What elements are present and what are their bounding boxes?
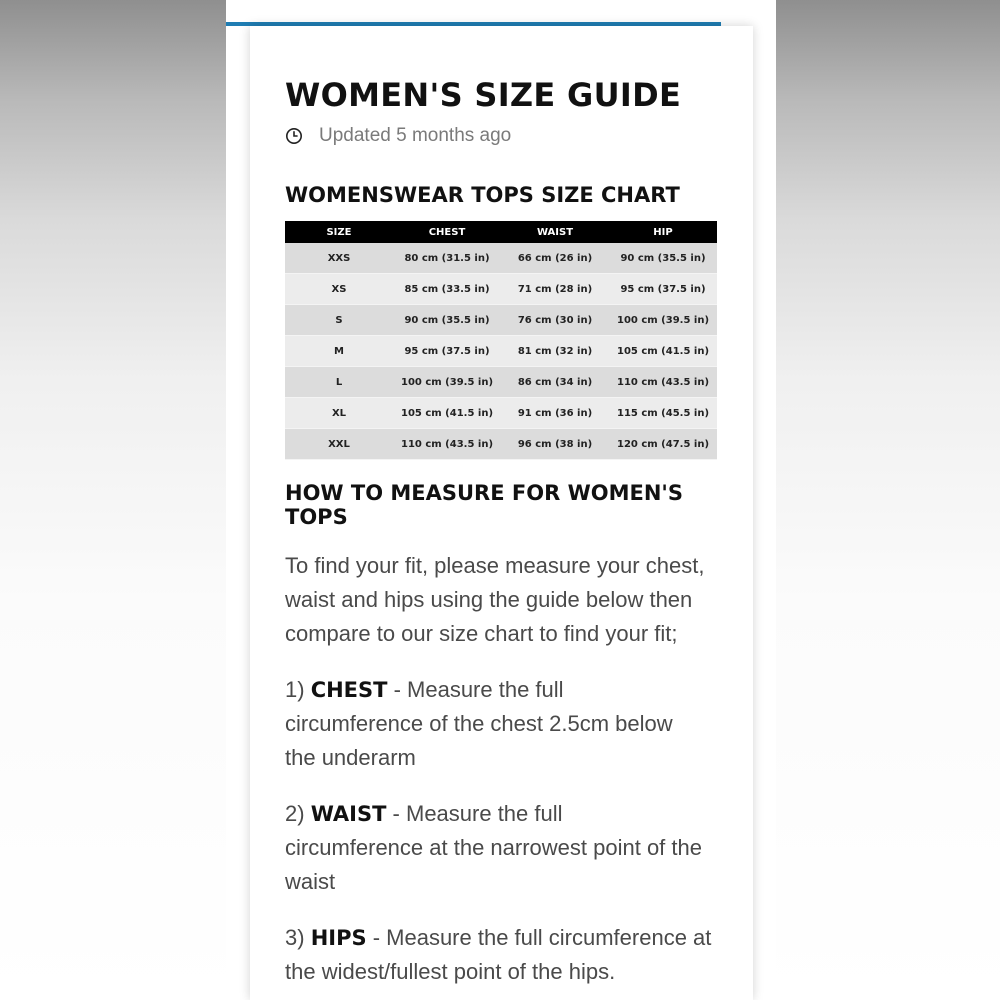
- table-row: [285, 274, 717, 305]
- size-cell: XL: [285, 398, 393, 429]
- chest-cell: 110 cm (43.5 in): [393, 429, 501, 460]
- size-cell: XXL: [285, 429, 393, 460]
- column-header-hip: HIP: [609, 221, 717, 243]
- step-description: - Measure the full circumference of the chest 2.5cm below the underarm: [285, 677, 673, 770]
- table-row: [285, 336, 717, 367]
- how-to-measure-heading: HOW TO MEASURE FOR WOMEN'S TOPS: [285, 481, 683, 529]
- chest-cell: 100 cm (39.5 in): [393, 367, 501, 398]
- step-description: - Measure the full circumference at the narrowest point of the waist: [285, 801, 702, 894]
- size-cell: S: [285, 305, 393, 336]
- background-left: [0, 0, 226, 1000]
- table-row: [285, 243, 717, 274]
- chest-cell: 90 cm (35.5 in): [393, 305, 501, 336]
- waist-cell: 66 cm (26 in): [501, 243, 609, 274]
- step-label: CHEST: [310, 678, 388, 702]
- step-number: 1): [285, 677, 311, 702]
- waist-cell: 96 cm (38 in): [501, 429, 609, 460]
- waist-cell: 76 cm (30 in): [501, 305, 609, 336]
- measure-step-chest: [285, 673, 705, 775]
- size-cell: XXS: [285, 243, 393, 274]
- hip-cell: 105 cm (41.5 in): [609, 336, 717, 367]
- step-number: 3): [285, 925, 311, 950]
- step-label: HIPS: [310, 926, 367, 950]
- chest-cell: 95 cm (37.5 in): [393, 336, 501, 367]
- size-cell: M: [285, 336, 393, 367]
- waist-cell: 86 cm (34 in): [501, 367, 609, 398]
- chest-cell: 105 cm (41.5 in): [393, 398, 501, 429]
- table-row: [285, 398, 717, 429]
- hip-cell: 110 cm (43.5 in): [609, 367, 717, 398]
- hip-cell: 120 cm (47.5 in): [609, 429, 717, 460]
- measure-step-hips: [285, 921, 725, 989]
- measure-step-waist: [285, 797, 705, 899]
- measure-intro: To find your fit, please measure your chest, waist and hips using the guide below then compare to our size chart to find your fit;: [285, 553, 705, 646]
- hip-cell: 100 cm (39.5 in): [609, 305, 717, 336]
- column-header-size: SIZE: [285, 221, 393, 243]
- hip-cell: 95 cm (37.5 in): [609, 274, 717, 305]
- chest-cell: 85 cm (33.5 in): [393, 274, 501, 305]
- hip-cell: 90 cm (35.5 in): [609, 243, 717, 274]
- updated-text: Updated 5 months ago: [319, 125, 512, 146]
- article-card: [250, 26, 753, 1000]
- size-chart-heading: WOMENSWEAR TOPS SIZE CHART: [285, 183, 680, 207]
- page-title: WOMEN'S SIZE GUIDE: [285, 76, 682, 114]
- background-right: [776, 0, 1000, 1000]
- size-cell: XS: [285, 274, 393, 305]
- table-row: [285, 429, 717, 460]
- waist-cell: 81 cm (32 in): [501, 336, 609, 367]
- hip-cell: 115 cm (45.5 in): [609, 398, 717, 429]
- table-row: [285, 305, 717, 336]
- clock-icon: [285, 127, 303, 145]
- column-header-chest: CHEST: [393, 221, 501, 243]
- table-row: [285, 367, 717, 398]
- size-chart-table: [285, 221, 717, 460]
- waist-cell: 91 cm (36 in): [501, 398, 609, 429]
- updated-info: [285, 125, 511, 147]
- column-header-waist: WAIST: [501, 221, 609, 243]
- size-cell: L: [285, 367, 393, 398]
- step-label: WAIST: [310, 802, 387, 826]
- chest-cell: 80 cm (31.5 in): [393, 243, 501, 274]
- step-description: - Measure the full circumference at the widest/fullest point of the hips.: [285, 925, 712, 984]
- waist-cell: 71 cm (28 in): [501, 274, 609, 305]
- step-number: 2): [285, 801, 311, 826]
- table-header-row: [285, 221, 717, 243]
